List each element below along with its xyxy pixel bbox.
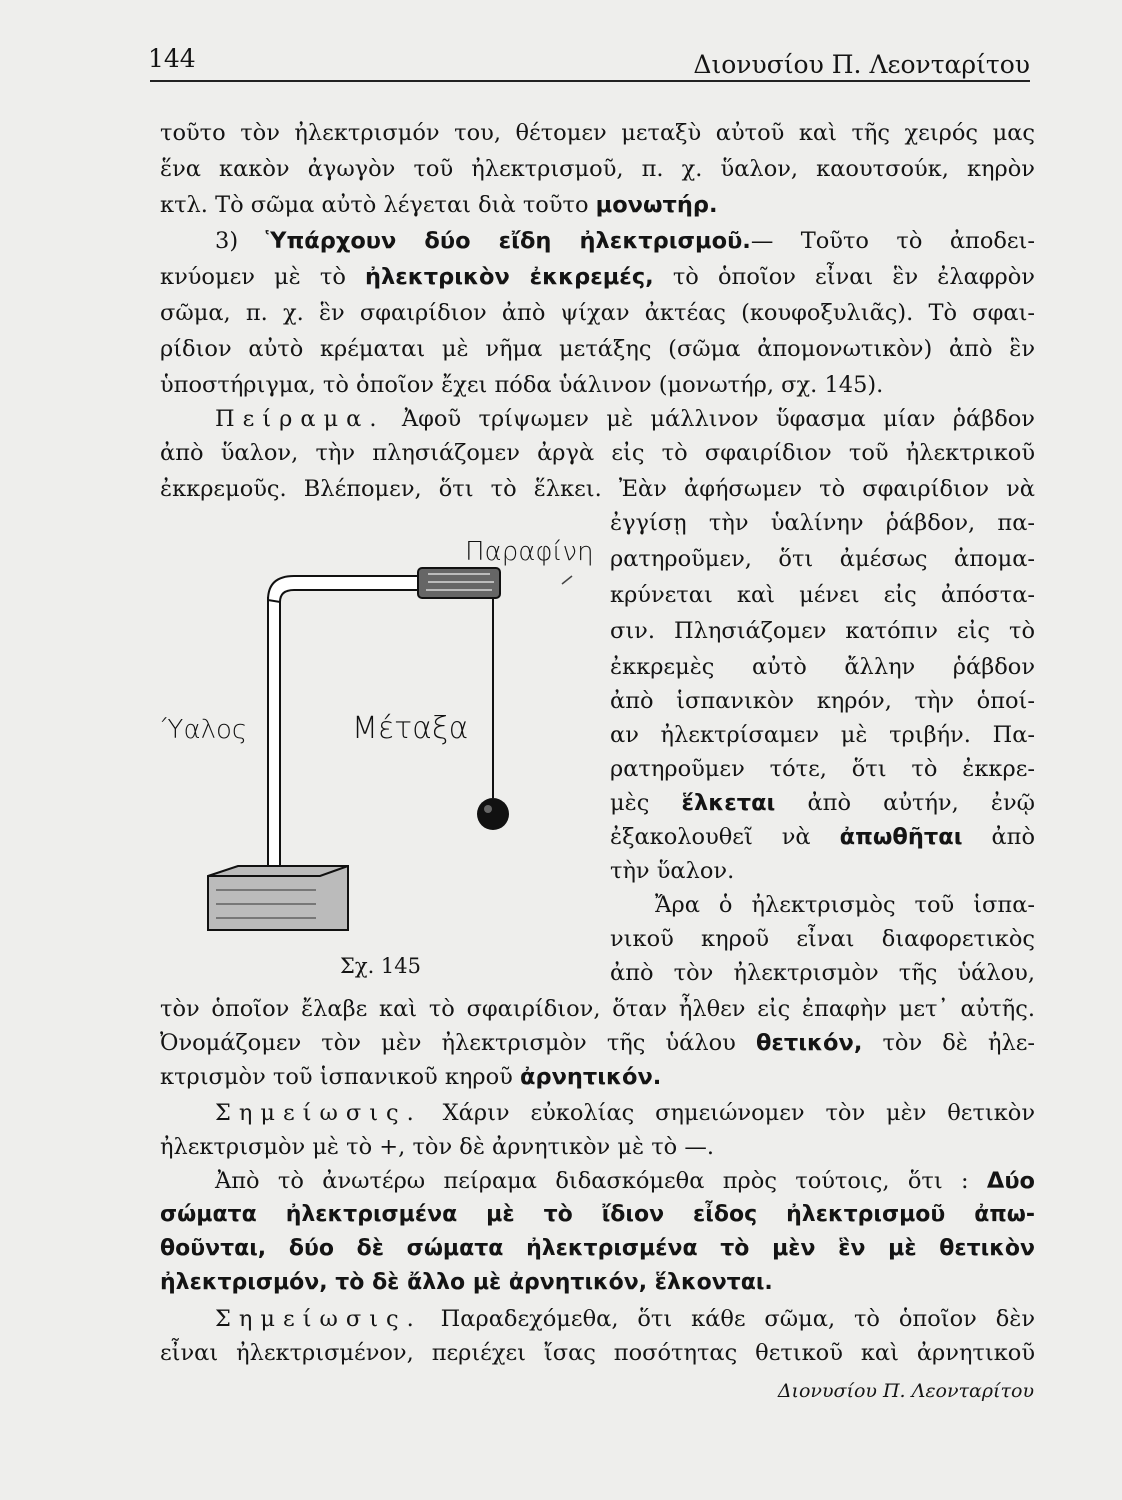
text-line: Σημείωσις. Χάριν εὐκολίας σημειώνομεν τὸν μὲν θετικὸν	[160, 1096, 1035, 1130]
note-label: Σημείωσις.	[215, 1100, 422, 1126]
text-line: μὲς ἕλκεται ἀπὸ αὐτήν, ἐνῷ	[610, 790, 1036, 816]
running-title: Διονυσίου Π. Λεονταρίτου	[693, 50, 1030, 79]
header-rule	[150, 80, 1030, 82]
note-label: Σημείωσις.	[215, 1306, 422, 1332]
text-line: τοῦτο τὸν ἠλεκτρισμόν του, θέτομεν μεταξὺ αὐτοῦ καὶ τῆς χειρός μας	[160, 120, 1035, 146]
text-line: Σημείωσις. Παραδεχόμεθα, ὅτι κάθε σῶμα, τὸ ὁποῖον δὲν	[160, 1302, 1035, 1336]
text-line: Ἀπὸ τὸ ἀνωτέρω πείραμα διδασκόμεθα πρὸς τούτοις, ὅτι : Δύο	[215, 1168, 1035, 1194]
section-heading: Ὑπάρχουν δύο εἴδη ἠλεκτρισμοῦ.	[265, 228, 751, 254]
term-positive: θετικόν,	[755, 1030, 863, 1056]
label-paraffin: Παραφίνη	[465, 537, 594, 567]
text-line: κνύομεν μὲ τὸ ἠλεκτρικὸν ἐκκρεμές, τὸ ὁποῖον εἶναι ἓν ἐλαφρὸν	[160, 264, 1035, 290]
rule-line: ἠλεκτρισμόν, τὸ δὲ ἄλλο μὲ ἀρνητικόν, ἕλκονται.	[160, 1270, 773, 1295]
text-line: Πείραμα. Ἀφοῦ τρίψωμεν μὲ μάλλινον ὕφασμα μίαν ῥάβδον	[160, 402, 1035, 436]
text-line: τὴν ὕαλον.	[610, 858, 735, 884]
rule-line: θοῦνται, δύο δὲ σώματα ἠλεκτρισμένα τὸ μὲν ἓν μὲ θετικὸν	[160, 1236, 1035, 1261]
text-line: ἀπὸ ἱσπανικὸν κηρόν, τὴν ὁποί-	[610, 688, 1035, 714]
text-line: ἀπὸ τὸν ἠλεκτρισμὸν τῆς ὑάλου,	[610, 960, 1035, 986]
text-line: Ὀνομάζομεν τὸν μὲν ἠλεκτρισμὸν τῆς ὑάλου θετικόν, τὸν δὲ ἠλε-	[160, 1030, 1035, 1056]
text-line: ὑποστήριγμα, τὸ ὁποῖον ἔχει πόδα ὑάλινον (μονωτήρ, σχ. 145).	[160, 372, 884, 398]
text-line: ρατηροῦμεν, ὅτι ἀμέσως ἀπομα-	[610, 546, 1035, 572]
text-line: ἀπὸ ὕαλον, τὴν πλησιάζομεν ἀργὰ εἰς τὸ σφαιρίδιον τοῦ ἠλεκτρικοῦ	[160, 440, 1035, 466]
text-line: 3) Ὑπάρχουν δύο εἴδη ἠλεκτρισμοῦ.— Τοῦτο τὸ ἀποδει-	[215, 228, 1035, 254]
text-line: ρίδιον αὐτὸ κρέμαται μὲ νῆμα μετάξης (σῶμα ἀπομονωτικὸν) ἀπὸ ἓν	[160, 336, 1035, 362]
footer-signature: Διονυσίου Π. Λεονταρίτου	[777, 1380, 1034, 1402]
label-glass: Ύαλος	[162, 715, 248, 745]
term-attracted: ἕλκεται	[681, 790, 776, 816]
term-negative: ἀρνητικόν.	[520, 1064, 662, 1090]
text-line: κτλ. Τὸ σῶμα αὐτὸ λέγεται διὰ τοῦτο μονωτήρ.	[160, 192, 718, 218]
text-line: νικοῦ κηροῦ εἶναι διαφορετικὸς	[610, 926, 1035, 952]
term-repelled: ἀπωθῆται	[839, 824, 963, 850]
experiment-label: Πείραμα.	[215, 406, 385, 432]
text-line: κτρισμὸν τοῦ ἱσπανικοῦ κηροῦ ἀρνητικόν.	[160, 1064, 662, 1090]
text-line: ἠλεκτρισμὸν μὲ τὸ +, τὸν δὲ ἀρνητικὸν μὲ τὸ —.	[160, 1134, 714, 1160]
text-line: ἐξακολουθεῖ νὰ ἀπωθῆται ἀπὸ	[610, 824, 1035, 850]
figure-caption: Σχ. 145	[340, 954, 422, 978]
text-line: εἶναι ἠλεκτρισμένον, περιέχει ἴσας ποσότητας θετικοῦ καὶ ἀρνητικοῦ	[160, 1340, 1035, 1366]
pith-ball	[477, 798, 509, 830]
rule-line: σώματα ἠλεκτρισμένα μὲ τὸ ἴδιον εἶδος ἠλεκτρισμοῦ ἀπω-	[160, 1202, 1035, 1227]
text-line: τὸν ὁποῖον ἔλαβε καὶ τὸ σφαιρίδιον, ὅταν ἦλθεν εἰς ἐπαφὴν μετ᾽ αὐτῆς.	[160, 996, 1035, 1022]
pendulum-figure	[160, 518, 600, 958]
glass-rod	[268, 598, 280, 890]
text-line: Ἄρα ὁ ἠλεκτρισμὸς τοῦ ἱσπα-	[655, 892, 1035, 918]
term-monotir: μονωτήρ.	[595, 192, 718, 218]
text-line: ἕνα κακὸν ἀγωγὸν τοῦ ἠλεκτρισμοῦ, π. χ. ὕαλον, καουτσούκ, κηρὸν	[160, 156, 1035, 182]
text-line: ἐγγίσῃ τὴν ὑαλίνην ῥάβδον, πα-	[610, 510, 1035, 536]
page-number: 144	[148, 44, 196, 73]
term-pendulum: ἠλεκτρικὸν ἐκκρεμές,	[365, 264, 654, 290]
text-line: σῶμα, π. χ. ἓν σφαιρίδιον ἀπὸ ψίχαν ἀκτέας (κουφοξυλιᾶς). Τὸ σφαι-	[160, 300, 1035, 326]
text-line: σιν. Πλησιάζομεν κατόπιν εἰς τὸ	[610, 618, 1035, 644]
text-line: κρύνεται καὶ μένει εἰς ἀπόστα-	[610, 582, 1035, 608]
text-line: ρατηροῦμεν τότε, ὅτι τὸ ἐκκρε-	[610, 756, 1035, 782]
label-silk: Μέταξα	[352, 711, 469, 746]
text-line: ἐκκρεμοῦς. Βλέπομεν, ὅτι τὸ ἕλκει. Ἐὰν ἀφήσωμεν τὸ σφαιρίδιον νὰ	[160, 476, 1035, 502]
text-line: ἐκκρεμὲς αὐτὸ ἄλλην ῥάβδον	[610, 654, 1035, 680]
text-line: αν ἠλεκτρίσαμεν μὲ τριβήν. Πα-	[610, 722, 1035, 748]
